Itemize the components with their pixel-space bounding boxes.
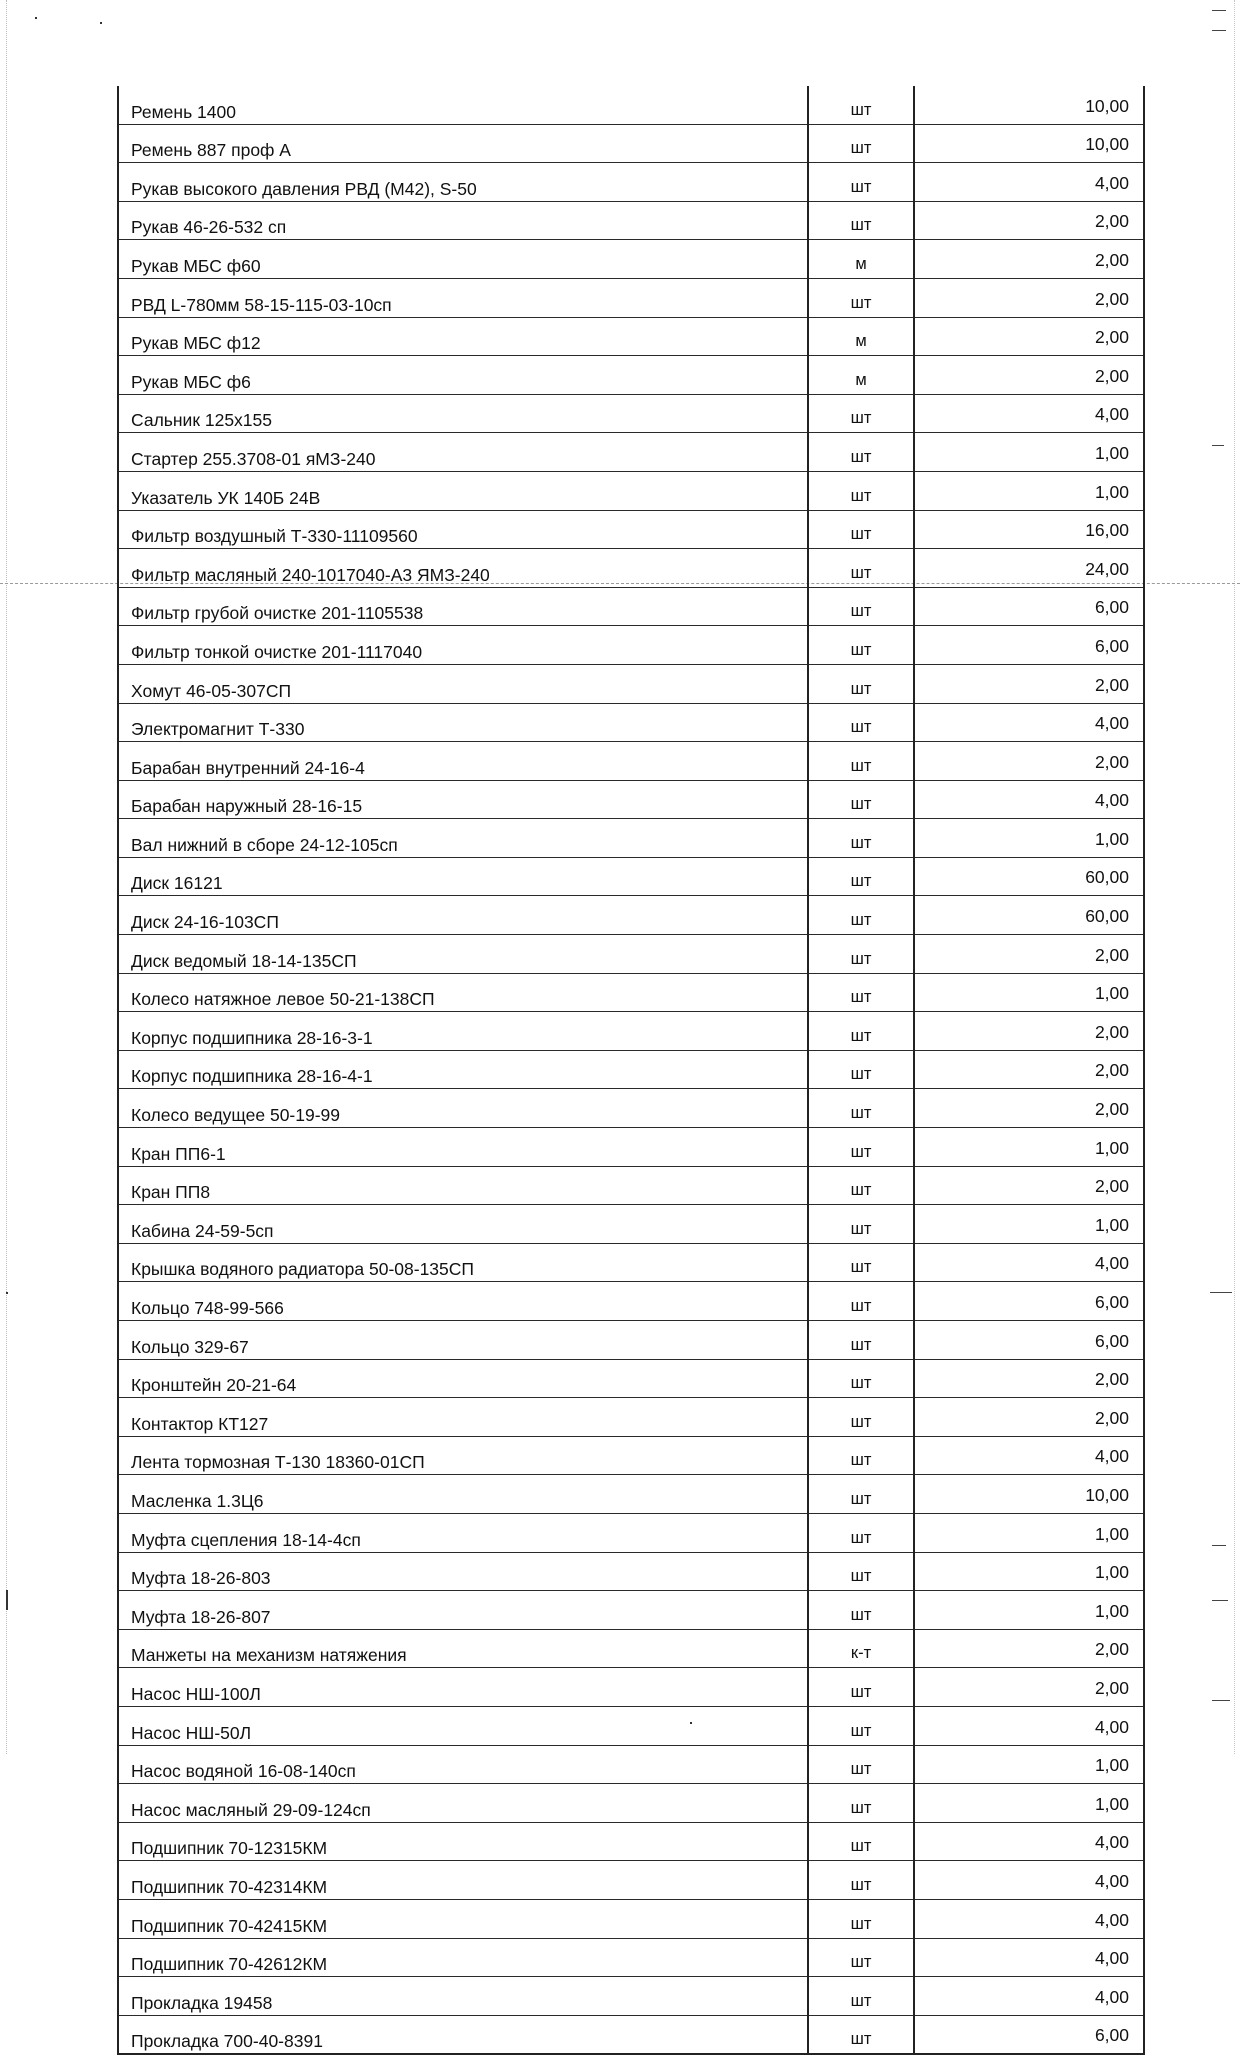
item-name-cell: Муфта сцепления 18-14-4сп — [118, 1513, 808, 1552]
table-row — [118, 549, 1144, 588]
item-name-cell: Муфта 18-26-807 — [118, 1591, 808, 1630]
quantity-cell: 6,00 — [914, 1282, 1144, 1321]
quantity-cell: 2,00 — [914, 742, 1144, 781]
quantity-cell: 2,00 — [914, 1668, 1144, 1707]
unit-cell: шт — [808, 433, 914, 472]
quantity-cell: 4,00 — [914, 1861, 1144, 1900]
margin-mark — [1212, 445, 1224, 446]
table-row — [118, 742, 1144, 781]
table-row — [118, 356, 1144, 395]
quantity-cell: 1,00 — [914, 1205, 1144, 1244]
item-name-cell: Прокладка 19458 — [118, 1977, 808, 2016]
item-name-cell: РВД L-780мм 58-15-115-03-10сп — [118, 278, 808, 317]
unit-cell: шт — [808, 201, 914, 240]
table-row — [118, 1591, 1144, 1630]
quantity-cell: 2,00 — [914, 1398, 1144, 1437]
quantity-cell: 1,00 — [914, 1513, 1144, 1552]
quantity-cell: 4,00 — [914, 1938, 1144, 1977]
item-name-cell: Рукав МБС ф60 — [118, 240, 808, 279]
item-name-cell: Корпус подшипника 28-16-4-1 — [118, 1050, 808, 1089]
item-name-cell: Кронштейн 20-21-64 — [118, 1359, 808, 1398]
item-name-cell: Подшипник 70-42415КМ — [118, 1899, 808, 1938]
table-row — [118, 240, 1144, 279]
item-name-cell: Вал нижний в сборе 24-12-105сп — [118, 819, 808, 858]
quantity-cell: 1,00 — [914, 1128, 1144, 1167]
unit-cell: шт — [808, 626, 914, 665]
unit-cell: шт — [808, 1745, 914, 1784]
item-name-cell: Барабан наружный 28-16-15 — [118, 780, 808, 819]
item-name-cell: Хомут 46-05-307СП — [118, 664, 808, 703]
item-name-cell: Насос НШ-100Л — [118, 1668, 808, 1707]
unit-cell: шт — [808, 1552, 914, 1591]
table-row — [118, 1166, 1144, 1205]
table-row — [118, 1475, 1144, 1514]
unit-cell: шт — [808, 780, 914, 819]
unit-cell: шт — [808, 510, 914, 549]
unit-cell: шт — [808, 1089, 914, 1128]
quantity-cell: 2,00 — [914, 935, 1144, 974]
quantity-cell: 1,00 — [914, 433, 1144, 472]
unit-cell: шт — [808, 1398, 914, 1437]
unit-cell: шт — [808, 1513, 914, 1552]
table-row — [118, 935, 1144, 974]
quantity-cell: 4,00 — [914, 1899, 1144, 1938]
item-name-cell: Подшипник 70-12315КМ — [118, 1822, 808, 1861]
item-name-cell: Манжеты на механизм натяжения — [118, 1629, 808, 1668]
unit-cell: шт — [808, 1861, 914, 1900]
item-name-cell: Насос НШ-50Л — [118, 1706, 808, 1745]
quantity-cell: 6,00 — [914, 587, 1144, 626]
table-row — [118, 1089, 1144, 1128]
margin-mark — [1212, 1700, 1230, 1701]
item-name-cell: Фильтр тонкой очистке 201-1117040 — [118, 626, 808, 665]
table-row — [118, 1784, 1144, 1823]
item-name-cell: Рукав МБС ф6 — [118, 356, 808, 395]
unit-cell: шт — [808, 935, 914, 974]
quantity-cell: 2,00 — [914, 664, 1144, 703]
quantity-cell: 2,00 — [914, 1629, 1144, 1668]
item-name-cell: Насос водяной 16-08-140сп — [118, 1745, 808, 1784]
item-name-cell: Диск ведомый 18-14-135СП — [118, 935, 808, 974]
items-table — [117, 86, 1145, 2055]
table-row — [118, 1205, 1144, 1244]
quantity-cell: 6,00 — [914, 626, 1144, 665]
margin-mark — [1212, 10, 1226, 11]
unit-cell: м — [808, 356, 914, 395]
quantity-cell: 2,00 — [914, 356, 1144, 395]
margin-mark — [1212, 1545, 1226, 1546]
quantity-cell: 1,00 — [914, 973, 1144, 1012]
unit-cell: шт — [808, 1706, 914, 1745]
unit-cell: к-т — [808, 1629, 914, 1668]
item-name-cell: Рукав высокого давления РВД (М42), S-50 — [118, 163, 808, 202]
unit-cell: шт — [808, 124, 914, 163]
item-name-cell: Диск 24-16-103СП — [118, 896, 808, 935]
scan-speck — [100, 22, 102, 24]
unit-cell: шт — [808, 86, 914, 124]
unit-cell: шт — [808, 896, 914, 935]
quantity-cell: 1,00 — [914, 1784, 1144, 1823]
item-name-cell: Рукав МБС ф12 — [118, 317, 808, 356]
item-name-cell: Насос масляный 29-09-124сп — [118, 1784, 808, 1823]
table-row — [118, 1128, 1144, 1167]
quantity-cell: 4,00 — [914, 703, 1144, 742]
table-row — [118, 433, 1144, 472]
table-row — [118, 857, 1144, 896]
item-name-cell: Кольцо 748-99-566 — [118, 1282, 808, 1321]
table-row — [118, 1861, 1144, 1900]
item-name-cell: Кабина 24-59-5сп — [118, 1205, 808, 1244]
unit-cell: м — [808, 240, 914, 279]
quantity-cell: 2,00 — [914, 1050, 1144, 1089]
quantity-cell: 2,00 — [914, 240, 1144, 279]
unit-cell: шт — [808, 587, 914, 626]
unit-cell: шт — [808, 1128, 914, 1167]
quantity-cell: 60,00 — [914, 857, 1144, 896]
table-row — [118, 163, 1144, 202]
unit-cell: шт — [808, 1012, 914, 1051]
quantity-cell: 2,00 — [914, 317, 1144, 356]
margin-mark — [1212, 1600, 1228, 1601]
unit-cell: шт — [808, 819, 914, 858]
table-row — [118, 1436, 1144, 1475]
table-row — [118, 973, 1144, 1012]
unit-cell: шт — [808, 1668, 914, 1707]
quantity-cell: 2,00 — [914, 201, 1144, 240]
item-name-cell: Ремень 1400 — [118, 86, 808, 124]
table-row — [118, 394, 1144, 433]
item-name-cell: Подшипник 70-42314КМ — [118, 1861, 808, 1900]
unit-cell: м — [808, 317, 914, 356]
item-name-cell: Указатель УК 140Б 24В — [118, 471, 808, 510]
item-name-cell: Колесо натяжное левое 50-21-138СП — [118, 973, 808, 1012]
quantity-cell: 2,00 — [914, 278, 1144, 317]
item-name-cell: Колесо ведущее 50-19-99 — [118, 1089, 808, 1128]
item-name-cell: Прокладка 700-40-8391 — [118, 2015, 808, 2054]
scan-speck — [35, 17, 37, 19]
unit-cell: шт — [808, 973, 914, 1012]
unit-cell: шт — [808, 1475, 914, 1514]
table-row — [118, 1629, 1144, 1668]
table-row — [118, 1012, 1144, 1051]
table-row — [118, 2015, 1144, 2054]
table-row — [118, 1243, 1144, 1282]
unit-cell: шт — [808, 703, 914, 742]
table-row — [118, 278, 1144, 317]
table-row — [118, 1282, 1144, 1321]
table-row — [118, 626, 1144, 665]
table-row — [118, 1513, 1144, 1552]
unit-cell: шт — [808, 1822, 914, 1861]
item-name-cell: Крышка водяного радиатора 50-08-135СП — [118, 1243, 808, 1282]
unit-cell: шт — [808, 1899, 914, 1938]
quantity-cell: 6,00 — [914, 2015, 1144, 2054]
table-row — [118, 1822, 1144, 1861]
table-row — [118, 1706, 1144, 1745]
quantity-cell: 2,00 — [914, 1166, 1144, 1205]
table-row — [118, 664, 1144, 703]
item-name-cell: Лента тормозная Т-130 18360-01СП — [118, 1436, 808, 1475]
quantity-cell: 4,00 — [914, 1436, 1144, 1475]
unit-cell: шт — [808, 1166, 914, 1205]
table-row — [118, 510, 1144, 549]
item-name-cell: Стартер 255.3708-01 яМЗ-240 — [118, 433, 808, 472]
item-name-cell: Фильтр грубой очистке 201-1105538 — [118, 587, 808, 626]
margin-mark — [1210, 1292, 1232, 1293]
quantity-cell: 4,00 — [914, 163, 1144, 202]
quantity-cell: 1,00 — [914, 1745, 1144, 1784]
unit-cell: шт — [808, 1784, 914, 1823]
item-name-cell: Электромагнит Т-330 — [118, 703, 808, 742]
table-row — [118, 819, 1144, 858]
item-name-cell: Муфта 18-26-803 — [118, 1552, 808, 1591]
item-name-cell: Фильтр воздушный Т-330-11109560 — [118, 510, 808, 549]
table-row — [118, 1321, 1144, 1360]
unit-cell: шт — [808, 549, 914, 588]
unit-cell: шт — [808, 1321, 914, 1360]
unit-cell: шт — [808, 278, 914, 317]
unit-cell: шт — [808, 394, 914, 433]
table-row — [118, 1552, 1144, 1591]
item-name-cell: Масленка 1.3Ц6 — [118, 1475, 808, 1514]
table-row — [118, 587, 1144, 626]
table-row — [118, 1745, 1144, 1784]
quantity-cell: 10,00 — [914, 1475, 1144, 1514]
unit-cell: шт — [808, 1938, 914, 1977]
quantity-cell: 4,00 — [914, 394, 1144, 433]
item-name-cell: Кольцо 329-67 — [118, 1321, 808, 1360]
unit-cell: шт — [808, 857, 914, 896]
item-name-cell: Фильтр масляный 240-1017040-А3 ЯМЗ-240 — [118, 549, 808, 588]
table-row — [118, 201, 1144, 240]
quantity-cell: 10,00 — [914, 86, 1144, 124]
unit-cell: шт — [808, 2015, 914, 2054]
table-row — [118, 1977, 1144, 2016]
unit-cell: шт — [808, 1591, 914, 1630]
quantity-cell: 2,00 — [914, 1359, 1144, 1398]
table-row — [118, 896, 1144, 935]
item-name-cell: Рукав 46-26-532 сп — [118, 201, 808, 240]
table-row — [118, 1668, 1144, 1707]
item-name-cell: Диск 16121 — [118, 857, 808, 896]
unit-cell: шт — [808, 163, 914, 202]
quantity-cell: 4,00 — [914, 1822, 1144, 1861]
item-name-cell: Ремень 887 проф А — [118, 124, 808, 163]
unit-cell: шт — [808, 1282, 914, 1321]
item-name-cell: Контактор КТ127 — [118, 1398, 808, 1437]
table-row — [118, 1050, 1144, 1089]
table-row — [118, 86, 1144, 124]
scan-speck — [6, 1292, 8, 1294]
item-name-cell: Сальник 125х155 — [118, 394, 808, 433]
table-row — [118, 1398, 1144, 1437]
unit-cell: шт — [808, 1050, 914, 1089]
scan-speck — [6, 1590, 8, 1610]
table-row — [118, 1359, 1144, 1398]
quantity-cell: 16,00 — [914, 510, 1144, 549]
item-name-cell: Кран ПП6-1 — [118, 1128, 808, 1167]
table-row — [118, 124, 1144, 163]
unit-cell: шт — [808, 1359, 914, 1398]
table-row — [118, 1899, 1144, 1938]
item-name-cell: Подшипник 70-42612КМ — [118, 1938, 808, 1977]
margin-mark — [1212, 30, 1226, 31]
quantity-cell: 6,00 — [914, 1321, 1144, 1360]
item-name-cell: Кран ПП8 — [118, 1166, 808, 1205]
unit-cell: шт — [808, 1977, 914, 2016]
table-row — [118, 1938, 1144, 1977]
item-name-cell: Барабан внутренний 24-16-4 — [118, 742, 808, 781]
item-name-cell: Корпус подшипника 28-16-3-1 — [118, 1012, 808, 1051]
unit-cell: шт — [808, 471, 914, 510]
items-table-body — [118, 86, 1144, 2054]
quantity-cell: 2,00 — [914, 1012, 1144, 1051]
unit-cell: шт — [808, 664, 914, 703]
quantity-cell: 4,00 — [914, 1977, 1144, 2016]
quantity-cell: 1,00 — [914, 819, 1144, 858]
unit-cell: шт — [808, 1436, 914, 1475]
quantity-cell: 4,00 — [914, 780, 1144, 819]
quantity-cell: 4,00 — [914, 1706, 1144, 1745]
right-scan-edge — [1234, 0, 1235, 1754]
unit-cell: шт — [808, 742, 914, 781]
left-scan-edge — [6, 0, 7, 1754]
table-row — [118, 780, 1144, 819]
quantity-cell: 24,00 — [914, 549, 1144, 588]
unit-cell: шт — [808, 1243, 914, 1282]
quantity-cell: 60,00 — [914, 896, 1144, 935]
quantity-cell: 4,00 — [914, 1243, 1144, 1282]
unit-cell: шт — [808, 1205, 914, 1244]
table-row — [118, 317, 1144, 356]
table-row — [118, 703, 1144, 742]
quantity-cell: 10,00 — [914, 124, 1144, 163]
table-row — [118, 471, 1144, 510]
quantity-cell: 2,00 — [914, 1089, 1144, 1128]
quantity-cell: 1,00 — [914, 1552, 1144, 1591]
quantity-cell: 1,00 — [914, 471, 1144, 510]
quantity-cell: 1,00 — [914, 1591, 1144, 1630]
